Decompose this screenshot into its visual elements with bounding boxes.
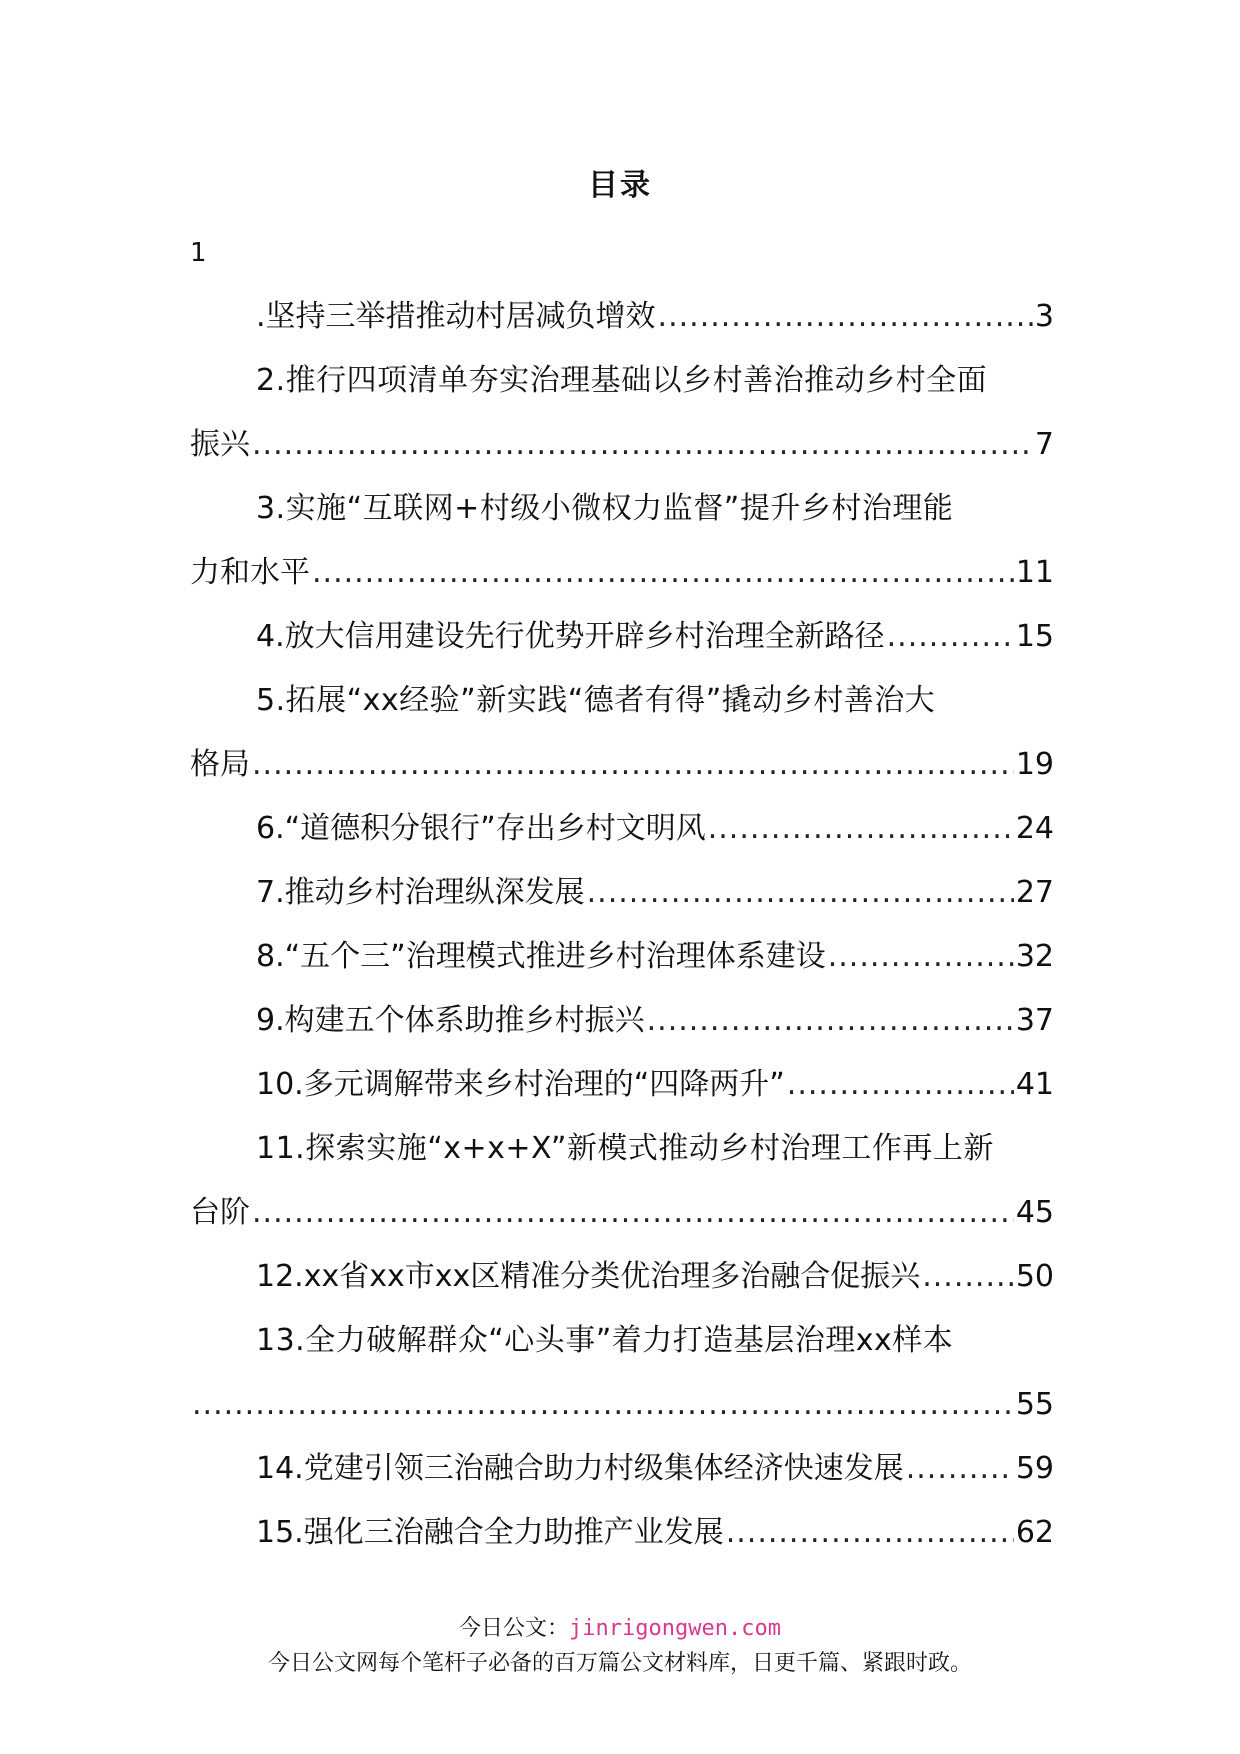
toc-entry-2[interactable] bbox=[190, 349, 1054, 477]
table-of-contents bbox=[190, 285, 1054, 1565]
toc-entry-text: 10.多元调解带来乡村治理的“四降两升” bbox=[256, 1067, 785, 1102]
toc-page-number: 41 bbox=[1015, 1067, 1054, 1102]
toc-page-number: 59 bbox=[1015, 1451, 1054, 1486]
toc-entry-first-line: 3.实施“互联网+村级小微权力监督”提升乡村治理能 bbox=[256, 491, 954, 526]
dot-leader bbox=[922, 1245, 1014, 1309]
toc-page-number: 32 bbox=[1015, 939, 1054, 974]
dot-leader bbox=[312, 541, 1014, 605]
toc-entry-7[interactable] bbox=[190, 861, 1054, 925]
dot-leader bbox=[252, 733, 1014, 797]
toc-page-number: 19 bbox=[1015, 747, 1054, 782]
footer-label: 今日公文： bbox=[459, 1616, 570, 1641]
dot-leader bbox=[647, 989, 1014, 1053]
toc-entry-text: 15.强化三治融合全力助推产业发展 bbox=[256, 1515, 724, 1550]
toc-entry-5[interactable] bbox=[190, 669, 1054, 797]
dot-leader bbox=[252, 1181, 1014, 1245]
toc-page-number: 15 bbox=[1015, 619, 1054, 654]
toc-entry-text: 12.xx省xx市xx区精准分类优治理多治融合促振兴 bbox=[256, 1259, 921, 1294]
toc-page-number: 62 bbox=[1015, 1515, 1054, 1550]
toc-entry-text: 振兴 bbox=[190, 427, 250, 462]
dot-leader bbox=[192, 1373, 1014, 1437]
dot-leader bbox=[587, 861, 1014, 925]
toc-entry-first-line: 2.推行四项清单夯实治理基础以乡村善治推动乡村全面 bbox=[256, 363, 988, 398]
toc-page-number: 50 bbox=[1015, 1259, 1054, 1294]
toc-page-number: 45 bbox=[1015, 1195, 1054, 1230]
toc-entry-first-line: 11.探索实施“x+x+X”新模式推动乡村治理工作再上新 bbox=[256, 1131, 994, 1166]
toc-entry-text: 台阶 bbox=[190, 1195, 250, 1230]
toc-entry-text: 6.“道德积分银行”存出乡村文明风 bbox=[256, 811, 706, 846]
toc-entry-8[interactable] bbox=[190, 925, 1054, 989]
toc-entry-text: 7.推动乡村治理纵深发展 bbox=[256, 875, 585, 910]
stray-number: 1 bbox=[190, 238, 207, 268]
dot-leader bbox=[906, 1437, 1014, 1501]
toc-entry-6[interactable] bbox=[190, 797, 1054, 861]
toc-entry-1[interactable] bbox=[190, 285, 1054, 349]
toc-page-number: 24 bbox=[1015, 811, 1054, 846]
toc-page-number: 11 bbox=[1015, 555, 1054, 590]
toc-entry-12[interactable] bbox=[190, 1245, 1054, 1309]
dot-leader bbox=[828, 925, 1014, 989]
toc-entry-text: 8.“五个三”治理模式推进乡村治理体系建设 bbox=[256, 939, 826, 974]
toc-page-number: 37 bbox=[1015, 1003, 1054, 1038]
footer-site-link[interactable]: jinrigongwen.com bbox=[569, 1616, 781, 1641]
toc-page-number: 55 bbox=[1015, 1387, 1054, 1422]
dot-leader bbox=[708, 797, 1014, 861]
toc-entry-11[interactable] bbox=[190, 1117, 1054, 1245]
toc-entry-9[interactable] bbox=[190, 989, 1054, 1053]
toc-entry-14[interactable] bbox=[190, 1437, 1054, 1501]
dot-leader bbox=[887, 605, 1014, 669]
toc-entry-3[interactable] bbox=[190, 477, 1054, 605]
toc-entry-first-line: 13.全力破解群众“心头事”着力打造基层治理xx样本 bbox=[256, 1323, 954, 1358]
page-title: 目录 bbox=[588, 168, 652, 203]
toc-entry-text: 4.放大信用建设先行优势开辟乡村治理全新路径 bbox=[256, 619, 885, 654]
toc-entry-4[interactable] bbox=[190, 605, 1054, 669]
toc-entry-text: .坚持三举措推动村居减负增效 bbox=[256, 299, 656, 334]
dot-leader bbox=[252, 413, 1033, 477]
dot-leader bbox=[658, 285, 1033, 349]
toc-entry-13[interactable] bbox=[190, 1309, 1054, 1437]
footer-site-line bbox=[0, 1611, 1240, 1642]
toc-entry-first-line: 5.拓展“xx经验”新实践“德者有得”撬动乡村善治大 bbox=[256, 683, 936, 718]
toc-entry-text: 力和水平 bbox=[190, 555, 310, 590]
toc-entry-10[interactable] bbox=[190, 1053, 1054, 1117]
toc-entry-text: 格局 bbox=[190, 747, 250, 782]
toc-page-number: 27 bbox=[1015, 875, 1054, 910]
toc-entry-text: 9.构建五个体系助推乡村振兴 bbox=[256, 1003, 645, 1038]
toc-page-number: 7 bbox=[1034, 427, 1054, 462]
dot-leader bbox=[726, 1501, 1014, 1565]
footer-slogan: 今日公文网每个笔杆子必备的百万篇公文材料库，日更千篇、紧跟时政。 bbox=[267, 1651, 972, 1676]
toc-page-number: 3 bbox=[1034, 299, 1054, 334]
toc-entry-text: 14.党建引领三治融合助力村级集体经济快速发展 bbox=[256, 1451, 904, 1486]
toc-entry-15[interactable] bbox=[190, 1501, 1054, 1565]
dot-leader bbox=[787, 1053, 1014, 1117]
